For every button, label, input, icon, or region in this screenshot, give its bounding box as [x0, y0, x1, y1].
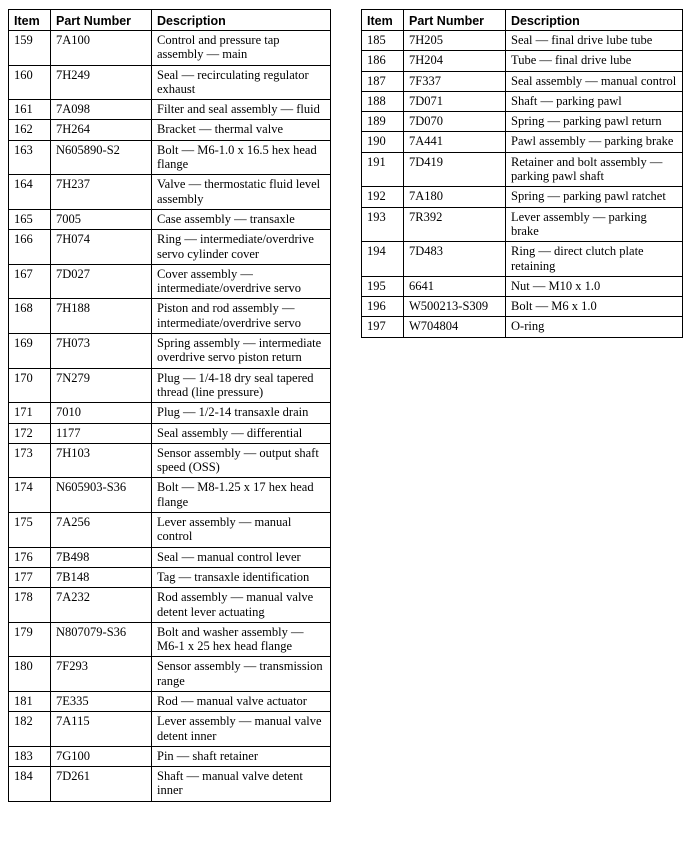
item-cell: 182 [9, 712, 51, 747]
part-number-cell: 7A256 [51, 513, 152, 548]
table-row [9, 31, 331, 66]
part-number-cell: 7D071 [404, 91, 506, 111]
description-cell: Plug — 1/4-18 dry seal tapered thread (line pressure) [152, 368, 331, 403]
description-cell: Bolt — M8-1.25 x 17 hex head flange [152, 478, 331, 513]
part-number-cell: 7A115 [51, 712, 152, 747]
description-cell: Shaft — manual valve detent inner [152, 767, 331, 802]
part-number-cell: 7H205 [404, 31, 506, 51]
table-row [362, 297, 683, 317]
table-row [9, 423, 331, 443]
table-row [9, 588, 331, 623]
part-number-cell: 7010 [51, 403, 152, 423]
part-number-cell: N807079-S36 [51, 622, 152, 657]
part-number-cell: 7B498 [51, 547, 152, 567]
part-number-cell: 7A100 [51, 31, 152, 66]
description-cell: Sensor assembly — transmission range [152, 657, 331, 692]
table-header [9, 10, 331, 31]
description-cell: Seal — manual control lever [152, 547, 331, 567]
part-number-cell: 1177 [51, 423, 152, 443]
table-row [9, 368, 331, 403]
part-number-cell: W704804 [404, 317, 506, 337]
item-cell: 170 [9, 368, 51, 403]
item-cell: 165 [9, 209, 51, 229]
part-number-cell: 7H264 [51, 120, 152, 140]
item-cell: 180 [9, 657, 51, 692]
item-cell: 173 [9, 443, 51, 478]
table-row [9, 100, 331, 120]
item-cell: 161 [9, 100, 51, 120]
description-cell: Rod assembly — manual valve detent lever actuating [152, 588, 331, 623]
description-cell: Ring — direct clutch plate retaining [506, 242, 683, 277]
description-cell: Control and pressure tap assembly — main [152, 31, 331, 66]
item-cell: 185 [362, 31, 404, 51]
description-cell: Bracket — thermal valve [152, 120, 331, 140]
table-row [9, 120, 331, 140]
description-cell: Spring — parking pawl ratchet [506, 187, 683, 207]
description-cell: Sensor assembly — output shaft speed (OSS) [152, 443, 331, 478]
description-cell: Ring — intermediate/overdrive servo cylinder cover [152, 230, 331, 265]
part-number-cell: 7D261 [51, 767, 152, 802]
part-number-cell: 7D419 [404, 152, 506, 187]
part-number-cell: 7H103 [51, 443, 152, 478]
item-column-header: Item [362, 10, 404, 31]
item-column-header: Item [9, 10, 51, 31]
table-row [362, 317, 683, 337]
part-number-cell: N605903-S36 [51, 478, 152, 513]
part-number-column-header: Part Number [404, 10, 506, 31]
item-cell: 192 [362, 187, 404, 207]
description-cell: Filter and seal assembly — fluid [152, 100, 331, 120]
description-cell: Pin — shaft retainer [152, 746, 331, 766]
item-cell: 178 [9, 588, 51, 623]
part-number-cell: 7B148 [51, 567, 152, 587]
part-number-cell: 7A232 [51, 588, 152, 623]
item-cell: 171 [9, 403, 51, 423]
table-header [362, 10, 683, 31]
part-number-column-header: Part Number [51, 10, 152, 31]
table-row [9, 443, 331, 478]
description-cell: O-ring [506, 317, 683, 337]
table-row [9, 230, 331, 265]
table-row [9, 712, 331, 747]
description-cell: Cover assembly — intermediate/overdrive servo [152, 264, 331, 299]
table-row [9, 209, 331, 229]
item-cell: 187 [362, 71, 404, 91]
item-cell: 167 [9, 264, 51, 299]
table-row [9, 547, 331, 567]
part-number-cell: 7H237 [51, 175, 152, 210]
part-number-cell: 7F337 [404, 71, 506, 91]
table-row [9, 65, 331, 100]
item-cell: 174 [9, 478, 51, 513]
table-row [9, 299, 331, 334]
description-column-header: Description [152, 10, 331, 31]
description-cell: Plug — 1/2-14 transaxle drain [152, 403, 331, 423]
table-row [9, 622, 331, 657]
item-cell: 162 [9, 120, 51, 140]
description-cell: Seal — final drive lube tube [506, 31, 683, 51]
header-row [362, 10, 683, 31]
item-cell: 195 [362, 276, 404, 296]
part-number-cell: 7N279 [51, 368, 152, 403]
table-row [9, 567, 331, 587]
table-row [362, 207, 683, 242]
table-row [362, 51, 683, 71]
item-cell: 168 [9, 299, 51, 334]
part-number-cell: 7H204 [404, 51, 506, 71]
item-cell: 172 [9, 423, 51, 443]
table-row [9, 140, 331, 175]
description-cell: Seal assembly — differential [152, 423, 331, 443]
description-cell: Valve — thermostatic fluid level assembly [152, 175, 331, 210]
item-cell: 189 [362, 112, 404, 132]
description-cell: Bolt and washer assembly — M6-1 x 25 hex head flange [152, 622, 331, 657]
description-cell: Rod — manual valve actuator [152, 691, 331, 711]
part-number-cell: 6641 [404, 276, 506, 296]
table-row [362, 276, 683, 296]
parts-table-right [361, 9, 683, 338]
item-cell: 163 [9, 140, 51, 175]
table-row [362, 91, 683, 111]
description-cell: Bolt — M6-1.0 x 16.5 hex head flange [152, 140, 331, 175]
part-number-cell: 7G100 [51, 746, 152, 766]
part-number-cell: 7D070 [404, 112, 506, 132]
item-cell: 196 [362, 297, 404, 317]
table-body [9, 31, 331, 802]
description-cell: Retainer and bolt assembly — parking pawl shaft [506, 152, 683, 187]
item-cell: 183 [9, 746, 51, 766]
part-number-cell: 7H249 [51, 65, 152, 100]
table-row [362, 112, 683, 132]
part-number-cell: 7H188 [51, 299, 152, 334]
item-cell: 169 [9, 334, 51, 369]
description-cell: Lever assembly — manual control [152, 513, 331, 548]
description-cell: Lever assembly — parking brake [506, 207, 683, 242]
item-cell: 194 [362, 242, 404, 277]
table-row [362, 152, 683, 187]
part-number-cell: 7005 [51, 209, 152, 229]
table-row [9, 334, 331, 369]
table-row [9, 657, 331, 692]
description-cell: Spring assembly — intermediate overdrive servo piston return [152, 334, 331, 369]
description-cell: Bolt — M6 x 1.0 [506, 297, 683, 317]
table-row [9, 767, 331, 802]
item-cell: 176 [9, 547, 51, 567]
table-row [9, 478, 331, 513]
table-row [362, 187, 683, 207]
part-number-cell: 7F293 [51, 657, 152, 692]
item-cell: 190 [362, 132, 404, 152]
item-cell: 191 [362, 152, 404, 187]
item-cell: 164 [9, 175, 51, 210]
item-cell: 160 [9, 65, 51, 100]
description-column-header: Description [506, 10, 683, 31]
item-cell: 188 [362, 91, 404, 111]
part-number-cell: 7D483 [404, 242, 506, 277]
description-cell: Spring — parking pawl return [506, 112, 683, 132]
table-row [9, 264, 331, 299]
item-cell: 186 [362, 51, 404, 71]
item-cell: 159 [9, 31, 51, 66]
item-cell: 184 [9, 767, 51, 802]
header-row [9, 10, 331, 31]
description-cell: Tube — final drive lube [506, 51, 683, 71]
item-cell: 179 [9, 622, 51, 657]
part-number-cell: 7A441 [404, 132, 506, 152]
item-cell: 193 [362, 207, 404, 242]
part-number-cell: 7E335 [51, 691, 152, 711]
table-body [362, 31, 683, 338]
description-cell: Piston and rod assembly — intermediate/overdrive servo [152, 299, 331, 334]
part-number-cell: N605890-S2 [51, 140, 152, 175]
description-cell: Pawl assembly — parking brake [506, 132, 683, 152]
item-cell: 181 [9, 691, 51, 711]
item-cell: 175 [9, 513, 51, 548]
part-number-cell: 7H074 [51, 230, 152, 265]
table-row [362, 71, 683, 91]
part-number-cell: 7R392 [404, 207, 506, 242]
table-row [9, 513, 331, 548]
item-cell: 177 [9, 567, 51, 587]
table-row [9, 691, 331, 711]
item-cell: 166 [9, 230, 51, 265]
description-cell: Nut — M10 x 1.0 [506, 276, 683, 296]
table-row [362, 132, 683, 152]
parts-table-left [8, 9, 331, 802]
table-row [362, 31, 683, 51]
part-number-cell: W500213-S309 [404, 297, 506, 317]
part-number-cell: 7A098 [51, 100, 152, 120]
description-cell: Seal — recirculating regulator exhaust [152, 65, 331, 100]
part-number-cell: 7A180 [404, 187, 506, 207]
part-number-cell: 7D027 [51, 264, 152, 299]
table-row [9, 403, 331, 423]
description-cell: Case assembly — transaxle [152, 209, 331, 229]
item-cell: 197 [362, 317, 404, 337]
description-cell: Tag — transaxle identification [152, 567, 331, 587]
description-cell: Shaft — parking pawl [506, 91, 683, 111]
description-cell: Seal assembly — manual control [506, 71, 683, 91]
table-row [9, 746, 331, 766]
part-number-cell: 7H073 [51, 334, 152, 369]
table-row [362, 242, 683, 277]
table-row [9, 175, 331, 210]
description-cell: Lever assembly — manual valve detent inner [152, 712, 331, 747]
